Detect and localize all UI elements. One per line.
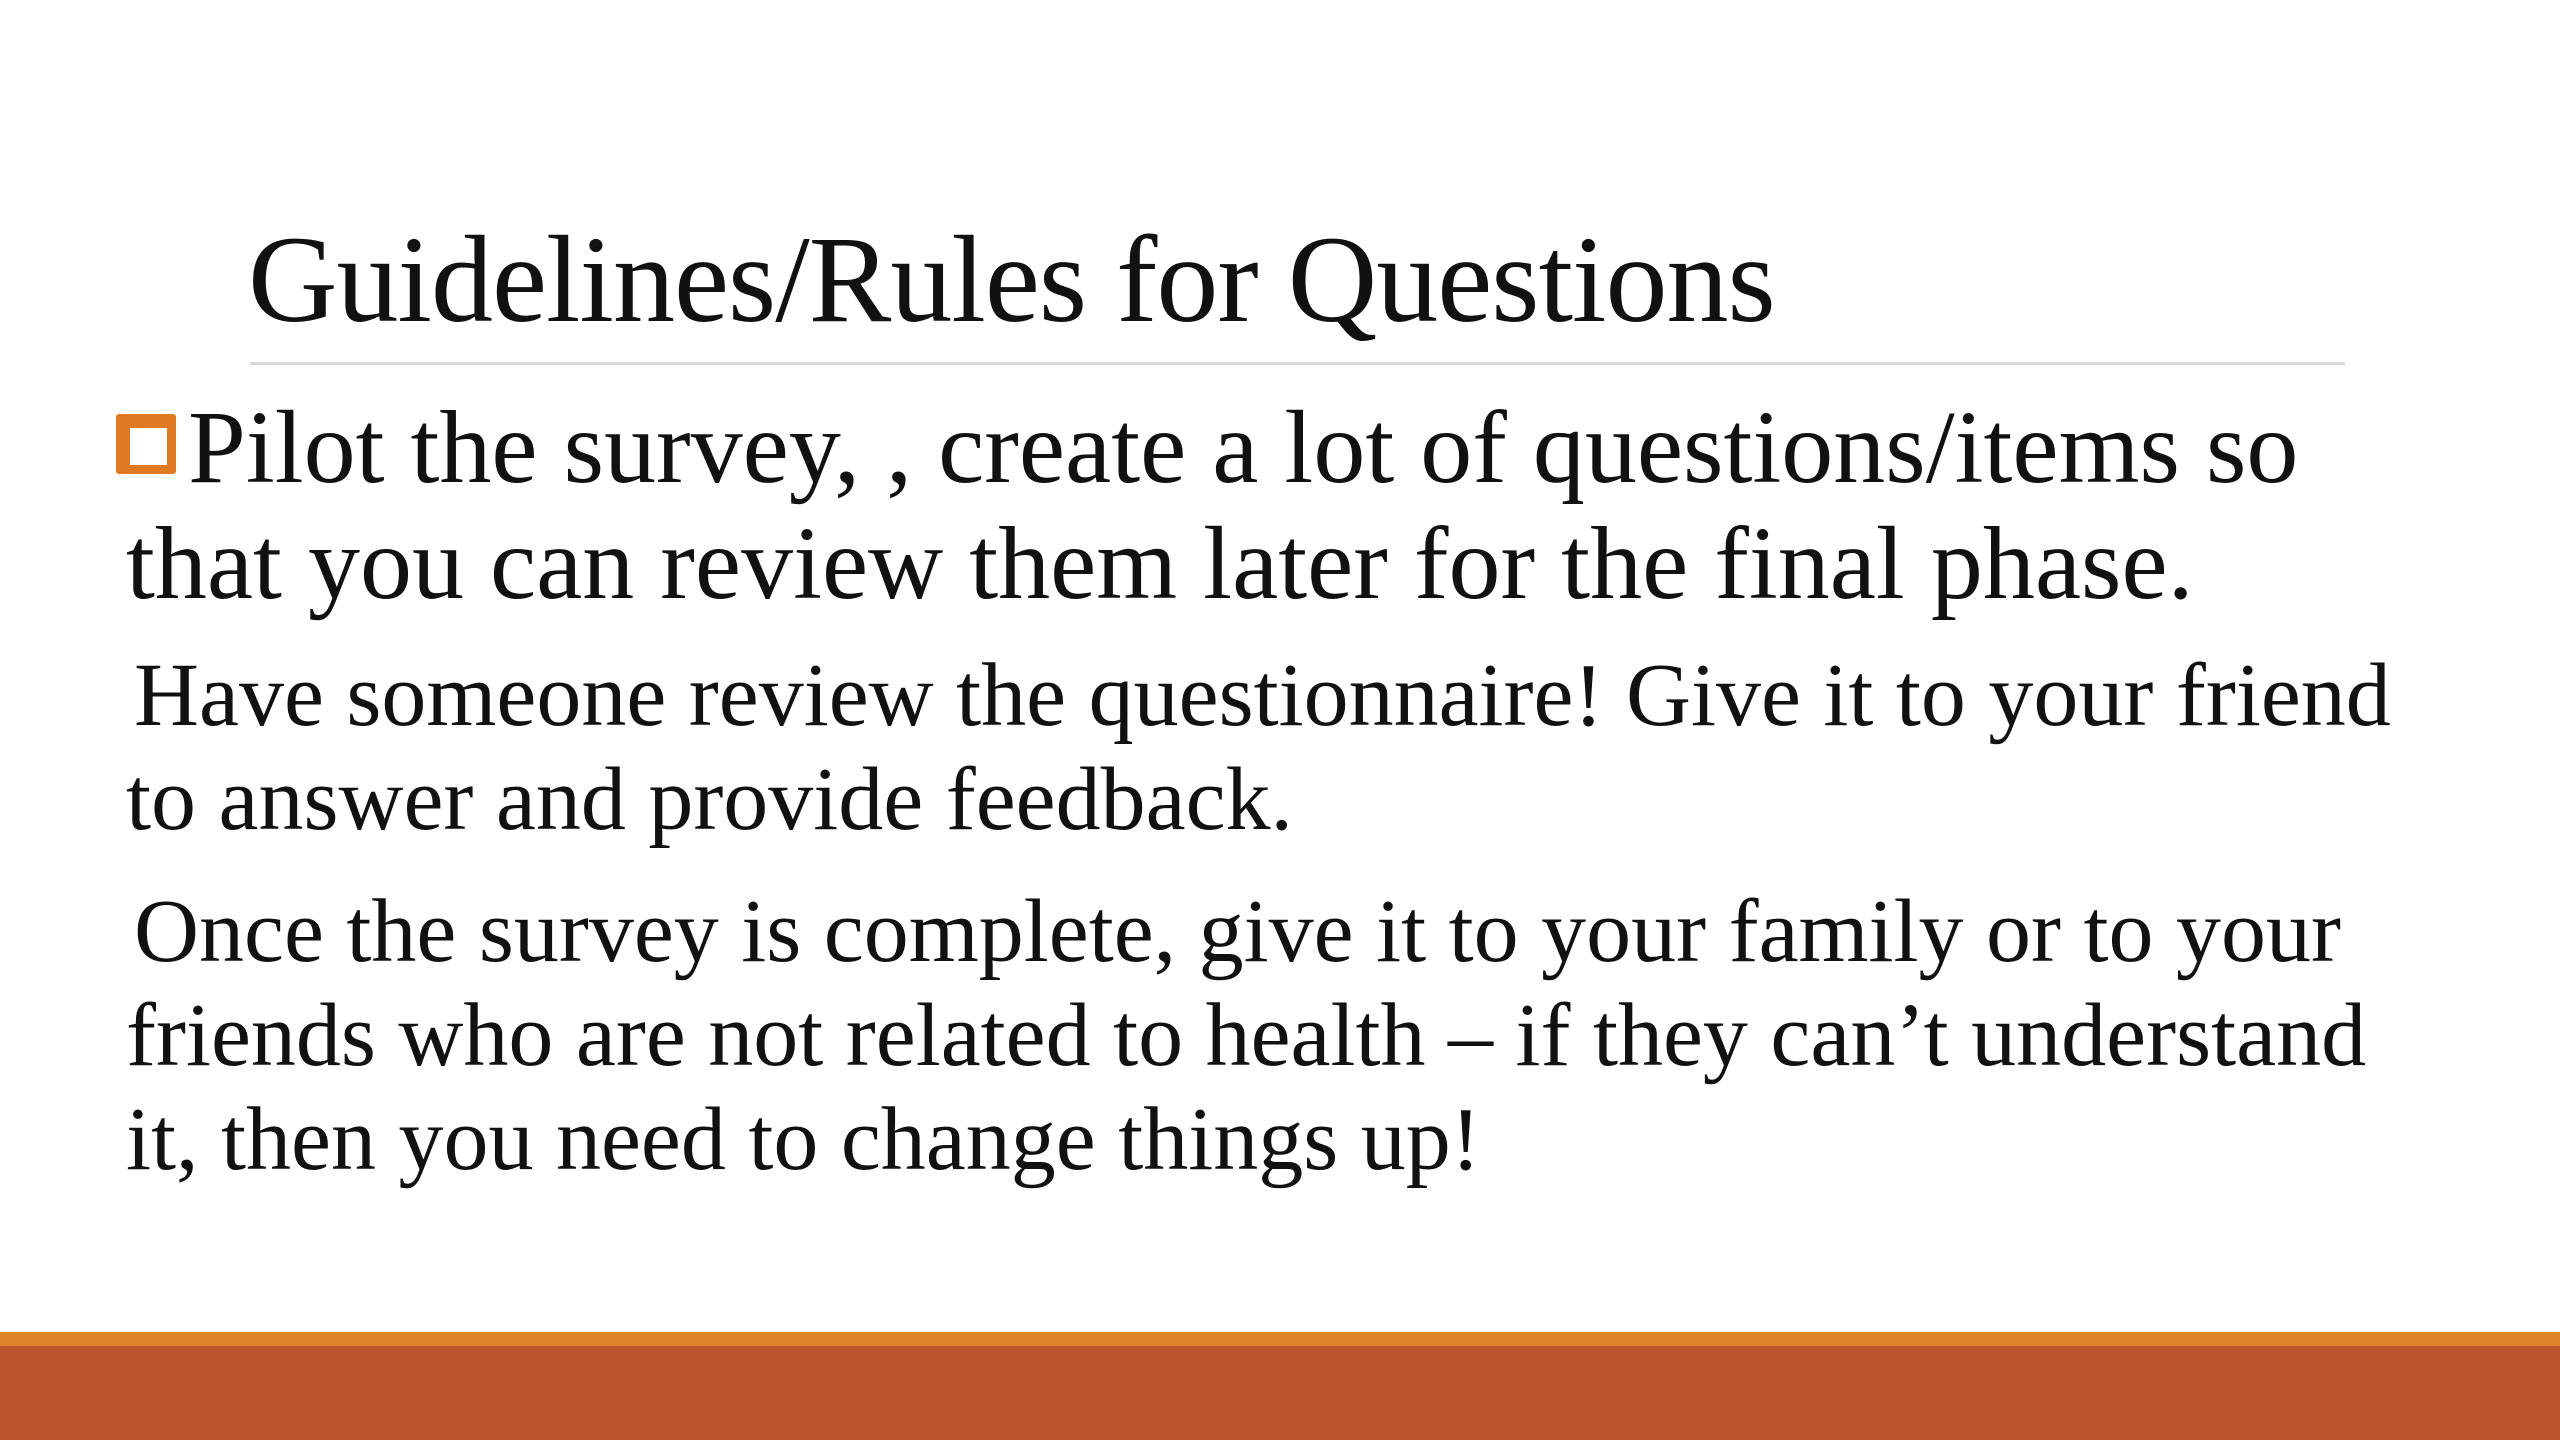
paragraph: Have someone review the questionnaire! Give it to your friend to answer and provide feedback. bbox=[126, 646, 2391, 849]
footer-stripe-dark bbox=[0, 1346, 2560, 1440]
slide-body bbox=[126, 390, 2426, 1192]
paragraph: Once the survey is complete, give it to your family or to your friends who are not related to health – if they can’t understand it, then you need to change things up! bbox=[126, 882, 2367, 1189]
paragraph-text: Pilot the survey, , create a lot of questions/items so that you can review them later for the final phase. bbox=[126, 390, 2299, 621]
footer-stripe-light bbox=[0, 1332, 2560, 1346]
title-divider bbox=[250, 362, 2345, 365]
square-checkbox-icon bbox=[116, 414, 176, 474]
bullet-paragraph bbox=[126, 390, 2426, 622]
slide-title: Guidelines/Rules for Questions bbox=[248, 211, 1775, 348]
